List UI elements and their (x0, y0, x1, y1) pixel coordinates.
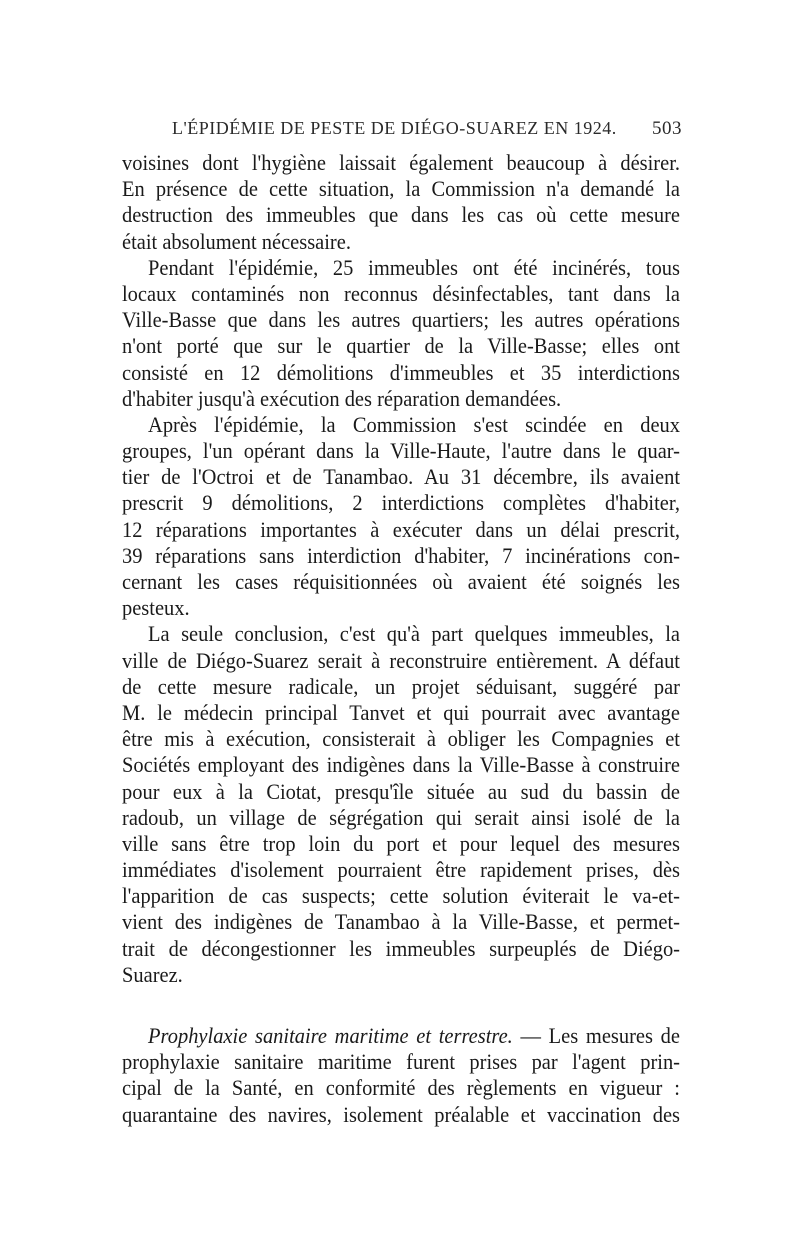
section-heading: Prophylaxie sanitaire maritime et terrestre. (148, 1023, 513, 1048)
text-line: Ville-Basse que dans les autres quartiers; les autres opérations (122, 307, 680, 333)
section-prophylaxis (122, 1023, 680, 1128)
text-line: 12 réparations importantes à exécuter dans un délai prescrit, (122, 516, 680, 542)
text-line: quarantaine des navires, isolement préalable et vaccination des (122, 1101, 680, 1127)
text-line: Après l'épidémie, la Commission s'est scindée en deux (148, 411, 680, 437)
text-line: de cette mesure radicale, un projet séduisant, suggéré par (122, 673, 680, 699)
paragraph-after-epidemic (122, 412, 680, 622)
running-header (172, 118, 682, 140)
section-spacer (122, 988, 680, 1023)
text-line: être mis à exécution, consisterait à obliger les Compagnies et (122, 726, 680, 752)
text-line: En présence de cette situation, la Commission n'a demandé la (122, 176, 680, 202)
text-line: ville sans être trop loin du port et pour lequel des mesures (122, 830, 680, 856)
text-line: d'habiter jusqu'à exécution des réparation demandées. (122, 385, 562, 411)
running-title: L'ÉPIDÉMIE DE PESTE DE DIÉGO-SUAREZ EN 1924. (172, 118, 617, 138)
text-line: immédiates d'isolement pourraient être rapidement prises, dès (122, 857, 680, 883)
text-line: était absolument nécessaire. (122, 228, 351, 254)
text-line: cipal de la Santé, en conformité des règlements en vigueur : (122, 1075, 680, 1101)
text-line: voisines dont l'hygiène laissait également beaucoup à désirer. (122, 150, 680, 175)
text-line: pour eux à la Ciotat, presqu'île située au sud du bassin de (122, 778, 680, 804)
text-line: pesteux. (122, 595, 190, 621)
text-line: tier de l'Octroi et de Tanambao. Au 31 décembre, ils avaient (122, 464, 680, 490)
text-line: locaux contaminés non reconnus désinfectables, tant dans la (122, 280, 680, 306)
section-heading-rest: — Les mesures de (512, 1023, 680, 1048)
paragraph-hygiene (122, 150, 680, 255)
text-line: destruction des immeubles que dans les cas où cette mesure (122, 202, 680, 228)
text-line: radoub, un village de ségrégation qui serait ainsi isolé de la (122, 804, 680, 830)
section-heading-line (122, 1023, 680, 1049)
text-line: ville de Diégo-Suarez serait à reconstruire entièrement. A défaut (122, 647, 680, 673)
text-line: vient des indigènes de Tanambao à la Ville-Basse, et permet- (122, 909, 680, 935)
text-line: l'apparition de cas suspects; cette solution éviterait le va-et- (122, 883, 680, 909)
paragraph-conclusion (122, 621, 680, 988)
text-line: groupes, l'un opérant dans la Ville-Haute, l'autre dans le quar- (122, 438, 680, 464)
text-line: Sociétés employant des indigènes dans la Ville-Basse à construire (122, 752, 680, 778)
page-number: 503 (652, 118, 682, 139)
text-line: La seule conclusion, c'est qu'à part quelques immeubles, la (148, 621, 680, 647)
text-line: prescrit 9 démolitions, 2 interdictions complètes d'habiter, (122, 490, 680, 516)
body-text (122, 150, 680, 1128)
text-line: Suarez. (122, 961, 183, 987)
text-line: consisté en 12 démolitions d'immeubles et 35 interdictions (122, 359, 680, 385)
text-line: n'ont porté que sur le quartier de la Ville-Basse; elles ont (122, 333, 680, 359)
text-line: trait de décongestionner les immeubles surpeuplés de Diégo- (122, 935, 680, 961)
paragraph-epidemic-operations (122, 255, 680, 412)
text-line: M. le médecin principal Tanvet et qui pourrait avec avantage (122, 699, 680, 725)
text-line: Pendant l'épidémie, 25 immeubles ont été incinérés, tous (148, 254, 680, 280)
text-line: prophylaxie sanitaire maritime furent prises par l'agent prin- (122, 1049, 680, 1075)
text-line: cernant les cases réquisitionnées où avaient été soignés les (122, 569, 680, 594)
text-line: 39 réparations sans interdiction d'habiter, 7 incinérations con- (122, 542, 680, 568)
